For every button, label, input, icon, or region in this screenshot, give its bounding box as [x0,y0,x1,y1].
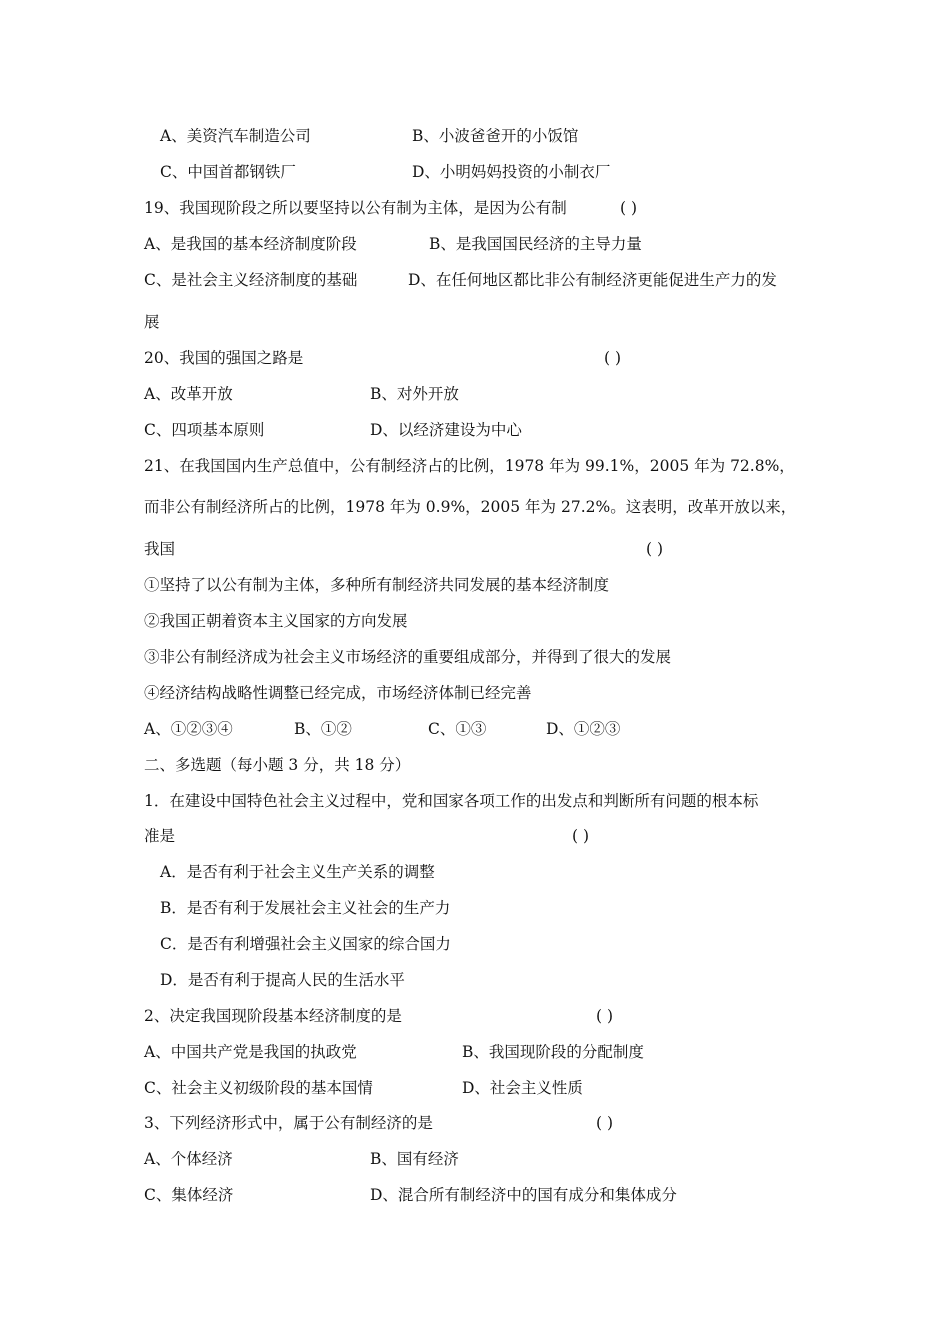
q19-option-d: D、在任何地区都比非公有制经济更能促进生产力的发 [408,271,777,289]
m3-stem: 3、下列经济形式中，属于公有制经济的是 [144,1114,433,1132]
q20-option-a: A、改革开放 [144,385,233,403]
q19-option-a: A、是我国的基本经济制度阶段 [144,235,357,253]
m1-stem-line-2: 准是 [144,827,176,845]
m3-option-a: A、个体经济 [144,1150,233,1168]
m2-option-a: A、中国共产党是我国的执政党 [144,1043,357,1061]
q20-option-d: D、以经济建设为中心 [370,421,522,439]
q21-statement-2: ②我国正朝着资本主义国家的方向发展 [144,612,408,630]
m1-stem-line-1: 1．在建设中国特色社会主义过程中，党和国家各项工作的出发点和判断所有问题的根本标 [144,792,759,810]
q21-option-c: C、①③ [428,720,487,738]
q21-option-a: A、①②③④ [144,720,233,738]
q19-option-b: B、是我国国民经济的主导力量 [429,235,642,253]
q19-option-d-continued: 展 [144,313,160,331]
q18-option-b: B、小波爸爸开的小饭馆 [412,127,579,145]
m3-option-b: B、国有经济 [370,1150,459,1168]
q21-answer-paren: ( ) [646,540,664,558]
q21-statement-3: ③非公有制经济成为社会主义市场经济的重要组成部分，并得到了很大的发展 [144,648,672,666]
m2-option-d: D、社会主义性质 [462,1079,583,1097]
q21-option-b: B、①② [294,720,352,738]
m1-option-d: D．是否有利于提高人民的生活水平 [160,971,405,989]
q18-option-d: D、小明妈妈投资的小制衣厂 [412,163,611,181]
m2-option-c: C、社会主义初级阶段的基本国情 [144,1079,373,1097]
q21-statement-1: ①坚持了以公有制为主体，多种所有制经济共同发展的基本经济制度 [144,576,610,594]
q21-stem-line-3: 我国 [144,540,176,558]
q18-option-c: C、中国首都钢铁厂 [160,163,296,181]
section-2-title: 二、多选题（每小题 3 分，共 18 分） [144,756,411,774]
q21-stem-line-1: 21、在我国国内生产总值中，公有制经济占的比例，1978 年为 99.1%，2005 年为 72.8%， [144,457,795,475]
q20-answer-paren: ( ) [604,349,622,367]
m3-answer-paren: ( ) [596,1114,614,1132]
m1-answer-paren: ( ) [572,827,590,845]
m2-option-b: B、我国现阶段的分配制度 [462,1043,644,1061]
q21-option-d: D、①②③ [546,720,621,738]
m2-stem: 2、决定我国现阶段基本经济制度的是 [144,1007,402,1025]
q19-answer-paren: ( ) [620,199,638,217]
q18-option-a: A、美资汽车制造公司 [160,127,311,145]
m1-option-c: C．是否有利增强社会主义国家的综合国力 [160,935,451,953]
m3-option-c: C、集体经济 [144,1186,234,1204]
q21-stem-line-2: 而非公有制经济所占的比例，1978 年为 0.9%，2005 年为 27.2%。这表明，改革开放以来， [144,498,797,516]
m1-option-a: A．是否有利于社会主义生产关系的调整 [160,863,435,881]
m1-option-b: B．是否有利于发展社会主义社会的生产力 [160,899,451,917]
q20-option-b: B、对外开放 [370,385,459,403]
q20-option-c: C、四项基本原则 [144,421,265,439]
q20-stem: 20、我国的强国之路是 [144,349,304,367]
m3-option-d: D、混合所有制经济中的国有成分和集体成分 [370,1186,677,1204]
m2-answer-paren: ( ) [596,1007,614,1025]
q19-stem: 19、我国现阶段之所以要坚持以公有制为主体，是因为公有制 [144,199,567,217]
q19-option-c: C、是社会主义经济制度的基础 [144,271,358,289]
q21-statement-4: ④经济结构战略性调整已经完成，市场经济体制已经完善 [144,684,532,702]
